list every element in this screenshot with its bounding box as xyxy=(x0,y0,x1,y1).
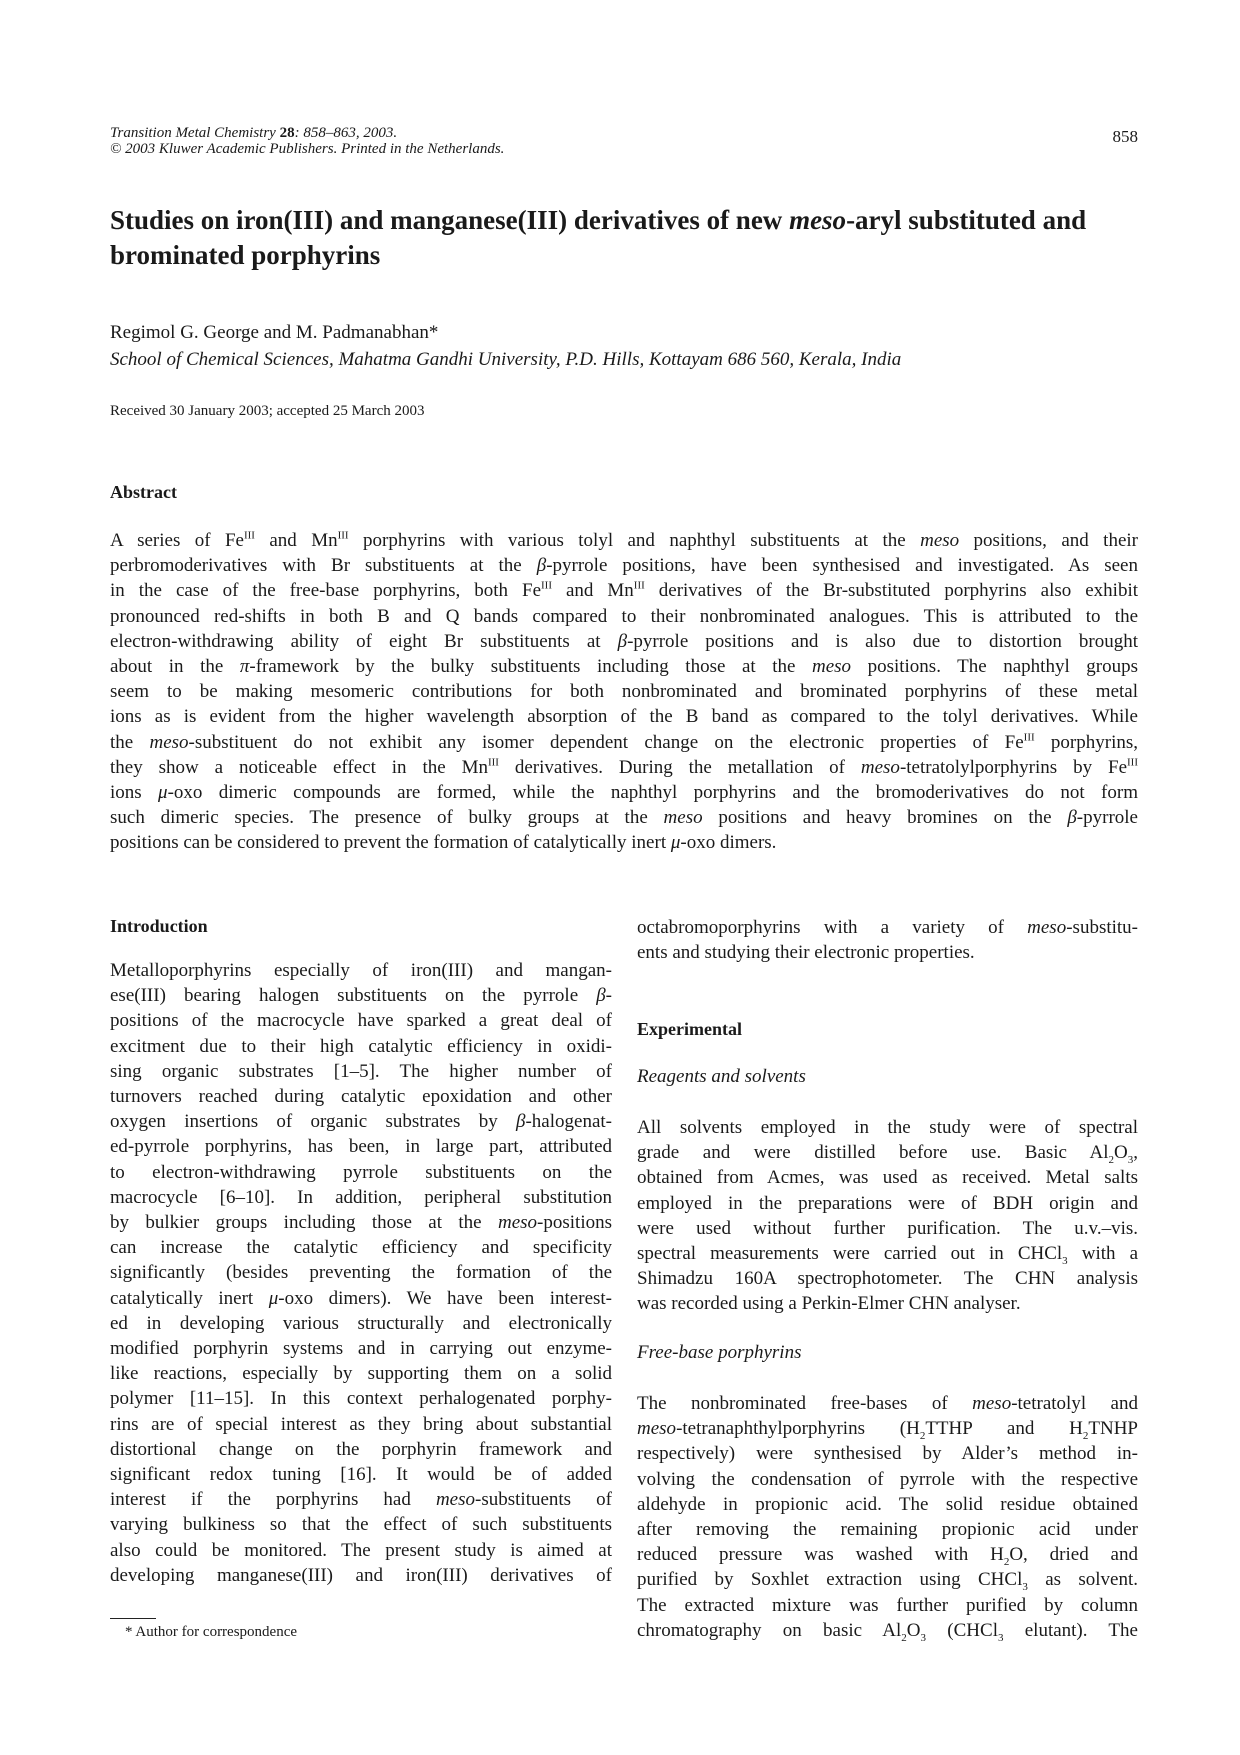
text-line: respectively) were synthesised by Alder’s method in- xyxy=(637,1443,1138,1465)
text-line: positions of the macrocycle have sparked a great deal of xyxy=(110,1010,612,1032)
text-line: Metalloporphyrins especially of iron(III) and mangan- xyxy=(110,960,612,981)
text-line: significantly (besides preventing the formation of the xyxy=(110,1262,612,1284)
text-line: oxygen insertions of organic substrates by β-halogenat- xyxy=(110,1111,612,1133)
footnote: * Author for correspondence xyxy=(125,1624,298,1640)
text-line: in the case of the free-base porphyrins, both $Fe^{III}$ and $Mn^{III}$ derivatives of the Br-substituted porphyrins also exhibit xyxy=(110,580,1138,602)
text-line: spectral measurements were carried out in CHCl$_3$ with a xyxy=(637,1243,1139,1267)
text-line: can increase the catalytic efficiency and specificity xyxy=(110,1237,612,1259)
reagents-body xyxy=(637,1115,1138,1317)
page-number: 858 xyxy=(1112,127,1138,146)
text-line: The nonbrominated free-bases of meso-tetratolyl and xyxy=(637,1393,1138,1414)
text-line: were used without further purification. The u.v.–vis. xyxy=(637,1217,1138,1239)
text-line: grade and were distilled before use. Basic $Al_2O_3$, xyxy=(637,1142,1138,1166)
text-line: sing organic substrates [1–5]. The higher number of xyxy=(110,1060,612,1082)
text-line: developing manganese(III) and iron(III) derivatives of xyxy=(110,1564,612,1586)
text-line: All solvents employed in the study were of spectral xyxy=(637,1117,1138,1138)
text-line: ed-pyrrole porphyrins, has been, in large part, attributed xyxy=(110,1136,612,1158)
text-line: seem to be making mesomeric contributions for both nonbrominated and brominated porphyrins of these metal xyxy=(110,681,1138,703)
text-line: excitment due to their high catalytic efficiency in oxidi- xyxy=(110,1035,612,1057)
text-line: they show a noticeable effect in the $Mn^{III}$ derivatives. During the metallation of meso-tetratolylporphyrins by $Fe^{III}$ xyxy=(110,756,1138,778)
journal-citation: Transition Metal Chemistry 28: 858–863, 2003. xyxy=(110,125,398,141)
affiliation: School of Chemical Sciences, Mahatma Gandhi University, P.D. Hills, Kottayam 686 560, Kerala, India xyxy=(110,349,902,370)
text-line: such dimeric species. The presence of bulky groups at the meso positions and heavy bromines on the β-pyrrole xyxy=(110,807,1138,829)
abstract-body xyxy=(110,528,1138,856)
text-line: meso-tetranaphthylporphyrins ($H_2TTHP$ and $H_2TNHP$ xyxy=(637,1418,1138,1442)
text-line: interest if the porphyrins had meso-substituents of xyxy=(110,1489,612,1511)
text-line: ed in developing various structurally and electronically xyxy=(110,1312,612,1334)
text-line: Shimadzu 160A spectrophotometer. The CHN analysis xyxy=(637,1268,1138,1290)
text-line: A series of $Fe^{III}$ and $Mn^{III}$ porphyrins with various tolyl and naphthyl substituents at the meso positions, and their xyxy=(110,529,1138,551)
text-line: positions can be considered to prevent the formation of catalytically inert μ-oxo dimers. xyxy=(110,832,777,854)
reagents-heading: Reagents and solvents xyxy=(637,1066,806,1087)
text-line: significant redox tuning [16]. It would be of added xyxy=(110,1464,612,1486)
text-line: the meso-substituent do not exhibit any isomer dependent change on the electronic properties of $Fe^{III}$ porphyrins, xyxy=(110,731,1138,753)
introduction-heading: Introduction xyxy=(110,916,208,936)
experimental-heading: Experimental xyxy=(637,1019,742,1039)
introduction-continuation xyxy=(637,915,1138,965)
text-line: to electron-withdrawing pyrrole substituents on the xyxy=(110,1161,612,1183)
text-line: by bulkier groups including those at the meso-positions xyxy=(110,1212,612,1234)
text-line: electron-withdrawing ability of eight Br substituents at β-pyrrole positions and is also due to distortion brought xyxy=(110,630,1139,652)
text-line: ions μ-oxo dimeric compounds are formed, while the naphthyl porphyrins and the bromoderivatives do not form xyxy=(110,782,1138,804)
text-line: after removing the remaining propionic acid under xyxy=(637,1519,1138,1541)
text-line: also could be monitored. The present study is aimed at xyxy=(110,1539,612,1561)
text-line: modified porphyrin systems and in carrying out enzyme- xyxy=(110,1338,612,1360)
text-line: ents and studying their electronic properties. xyxy=(637,942,975,964)
text-line: purified by Soxhlet extraction using CHCl$_3$ as solvent. xyxy=(637,1569,1138,1594)
text-line: varying bulkiness so that the effect of such substituents xyxy=(110,1514,612,1536)
text-line: about in the π-framework by the bulky substituents including those at the meso positions. The naphthyl groups xyxy=(110,656,1138,678)
text-line: The extracted mixture was further purified by column xyxy=(637,1594,1138,1616)
text-line: macrocycle [6–10]. In addition, peripheral substitution xyxy=(110,1186,612,1208)
freebase-body xyxy=(637,1391,1138,1643)
text-line: volving the condensation of pyrrole with the respective xyxy=(637,1468,1138,1490)
text-line: chromatography on basic $Al_2O_3$ (CHCl$_3$ elutant). The xyxy=(637,1619,1138,1644)
text-line: like reactions, especially by supporting them on a solid xyxy=(110,1363,612,1385)
text-line: pronounced red-shifts in both B and Q bands compared to their nonbrominated analogues. This is attributed to the xyxy=(110,605,1138,627)
text-line: rins are of special interest as they bring about substantial xyxy=(110,1413,612,1435)
received-dates: Received 30 January 2003; accepted 25 March 2003 xyxy=(110,403,425,419)
text-line: turnovers reached during catalytic epoxidation and other xyxy=(110,1086,612,1108)
text-line: catalytically inert μ-oxo dimers). We have been interest- xyxy=(110,1287,613,1309)
text-line: perbromoderivatives with Br substituents at the β-pyrrole positions, have been synthesised and investigated. As seen xyxy=(110,555,1138,577)
text-line: reduced pressure was washed with $H_2O$, dried and xyxy=(637,1544,1138,1569)
text-line: was recorded using a Perkin-Elmer CHN analyser. xyxy=(637,1293,1021,1315)
freebase-heading: Free-base porphyrins xyxy=(637,1342,802,1363)
text-line: ions as is evident from the higher wavelength absorption of the B band as compared to the tolyl derivatives. While xyxy=(110,706,1138,728)
text-line: obtained from Acmes, was used as received. Metal salts xyxy=(637,1167,1138,1189)
footnote-rule xyxy=(110,1618,156,1619)
text-line: aldehyde in propionic acid. The solid residue obtained xyxy=(637,1493,1138,1515)
paper-title: Studies on iron(III) and manganese(III) derivatives of new meso-aryl substituted and brominated porphyrins xyxy=(110,205,1087,270)
text-line: employed in the preparations were of BDH origin and xyxy=(637,1192,1138,1214)
text-line: octabromoporphyrins with a variety of meso-substitu- xyxy=(637,917,1138,938)
text-line: polymer [11–15]. In this context perhalogenated porphy- xyxy=(110,1388,612,1410)
copyright-line: © 2003 Kluwer Academic Publishers. Printed in the Netherlands. xyxy=(110,141,505,157)
introduction-body xyxy=(110,958,612,1588)
authors: Regimol G. George and M. Padmanabhan* xyxy=(110,322,439,343)
abstract-heading: Abstract xyxy=(110,482,177,502)
text-line: distortional change on the porphyrin framework and xyxy=(110,1438,612,1460)
text-line: ese(III) bearing halogen substituents on the pyrrole β- xyxy=(110,985,612,1007)
